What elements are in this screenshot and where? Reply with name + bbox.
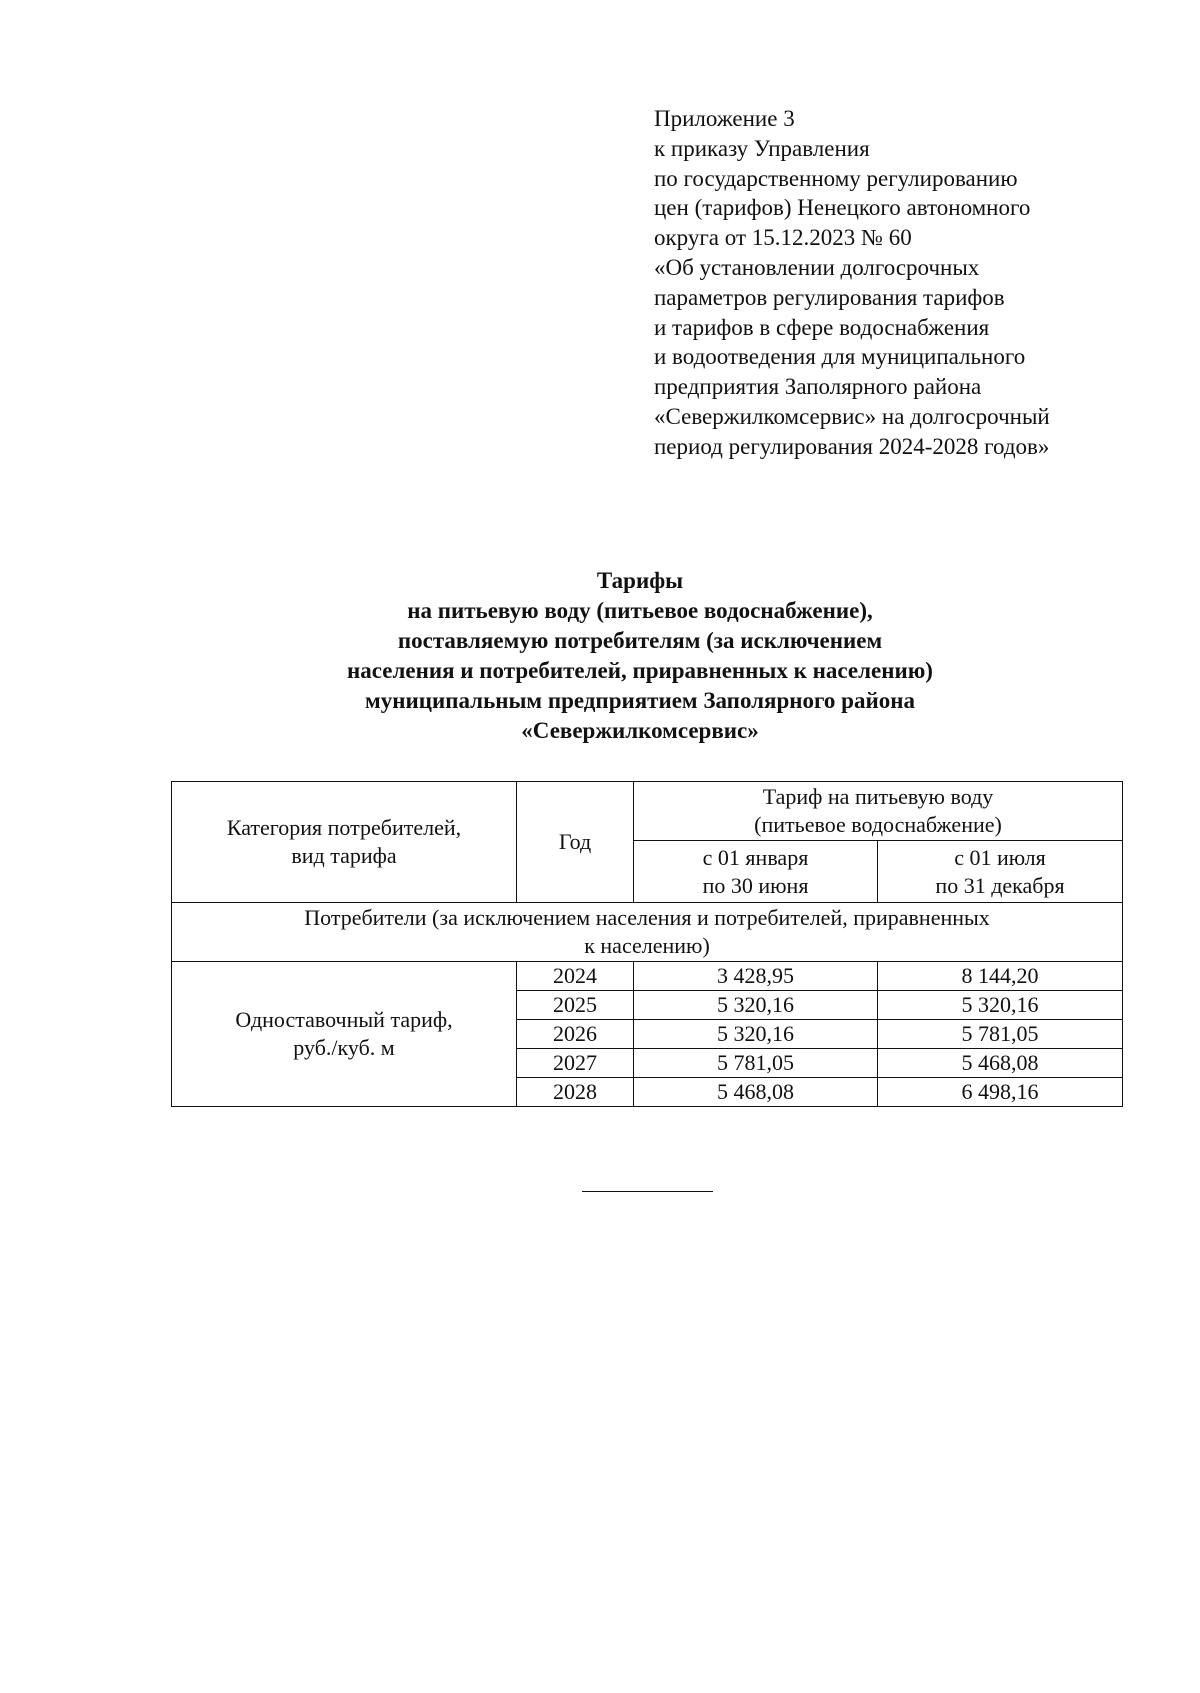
- tariff-category: Одноставочный тариф, руб./куб. м: [172, 962, 517, 1107]
- title-line: муниципальным предприятием Заполярного района: [365, 688, 915, 713]
- title-line: на питьевую воду (питьевое водоснабжение),: [407, 598, 873, 623]
- header-year: Год: [517, 782, 634, 903]
- tariff-cell-period-2: 5 468,08: [878, 1049, 1123, 1078]
- year-cell: 2024: [517, 962, 634, 991]
- appendix-line: округа от 15.12.2023 № 60: [654, 225, 912, 251]
- appendix-line: «Об установлении долгосрочных: [654, 254, 980, 280]
- header-category: Категория потребителей, вид тарифа: [172, 782, 517, 903]
- header-row: [172, 782, 1123, 841]
- year-cell: 2027: [517, 1049, 634, 1078]
- title-line: населения и потребителей, приравненных к населению): [347, 658, 933, 683]
- section-label: Потребители (за исключением населения и потребителей, приравненных к населению): [172, 903, 1123, 962]
- appendix-block: [654, 104, 1174, 462]
- tariff-cell-period-1: 5 320,16: [634, 991, 878, 1020]
- tariff-cell-period-2: 8 144,20: [878, 962, 1123, 991]
- document-title: [160, 566, 1120, 746]
- appendix-line: предприятия Заполярного района: [654, 374, 982, 400]
- tariff-table: [171, 781, 1123, 1107]
- appendix-line: к приказу Управления: [654, 135, 870, 161]
- header-tariff-group: Тариф на питьевую воду (питьевое водоснабжение): [634, 782, 1123, 841]
- year-cell: 2026: [517, 1020, 634, 1049]
- appendix-line: по государственному регулированию: [654, 165, 1018, 191]
- appendix-line: и тарифов в сфере водоснабжения: [654, 314, 990, 340]
- tariff-cell-period-1: 5 320,16: [634, 1020, 878, 1049]
- tariff-cell-period-1: 5 468,08: [634, 1078, 878, 1107]
- title-line: Тарифы: [596, 568, 684, 593]
- header-period-1: с 01 января по 30 июня: [634, 841, 878, 903]
- title-line: поставляемую потребителям (за исключением: [397, 628, 883, 653]
- year-cell: 2028: [517, 1078, 634, 1107]
- tariff-cell-period-1: 3 428,95: [634, 962, 878, 991]
- tariff-cell-period-2: 5 320,16: [878, 991, 1123, 1020]
- tariff-cell-period-1: 5 781,05: [634, 1049, 878, 1078]
- table-row: [172, 962, 1123, 991]
- appendix-line: Приложение 3: [654, 106, 795, 131]
- appendix-line: параметров регулирования тарифов: [654, 284, 1005, 310]
- title-line: «Севержилкомсервис»: [521, 718, 759, 743]
- tariff-cell-period-2: 5 781,05: [878, 1020, 1123, 1049]
- year-cell: 2025: [517, 991, 634, 1020]
- appendix-line: период регулирования 2024-2028 годов»: [654, 433, 1050, 459]
- appendix-line: «Севержилкомсервис» на долгосрочный: [654, 403, 1050, 429]
- section-row: [172, 903, 1123, 962]
- header-period-2: с 01 июля по 31 декабря: [878, 841, 1123, 903]
- tariff-cell-period-2: 6 498,16: [878, 1078, 1123, 1107]
- appendix-line: и водоотведения для муниципального: [654, 344, 1026, 370]
- closing-rule: [582, 1191, 713, 1192]
- appendix-line: цен (тарифов) Ненецкого автономного: [654, 195, 1031, 221]
